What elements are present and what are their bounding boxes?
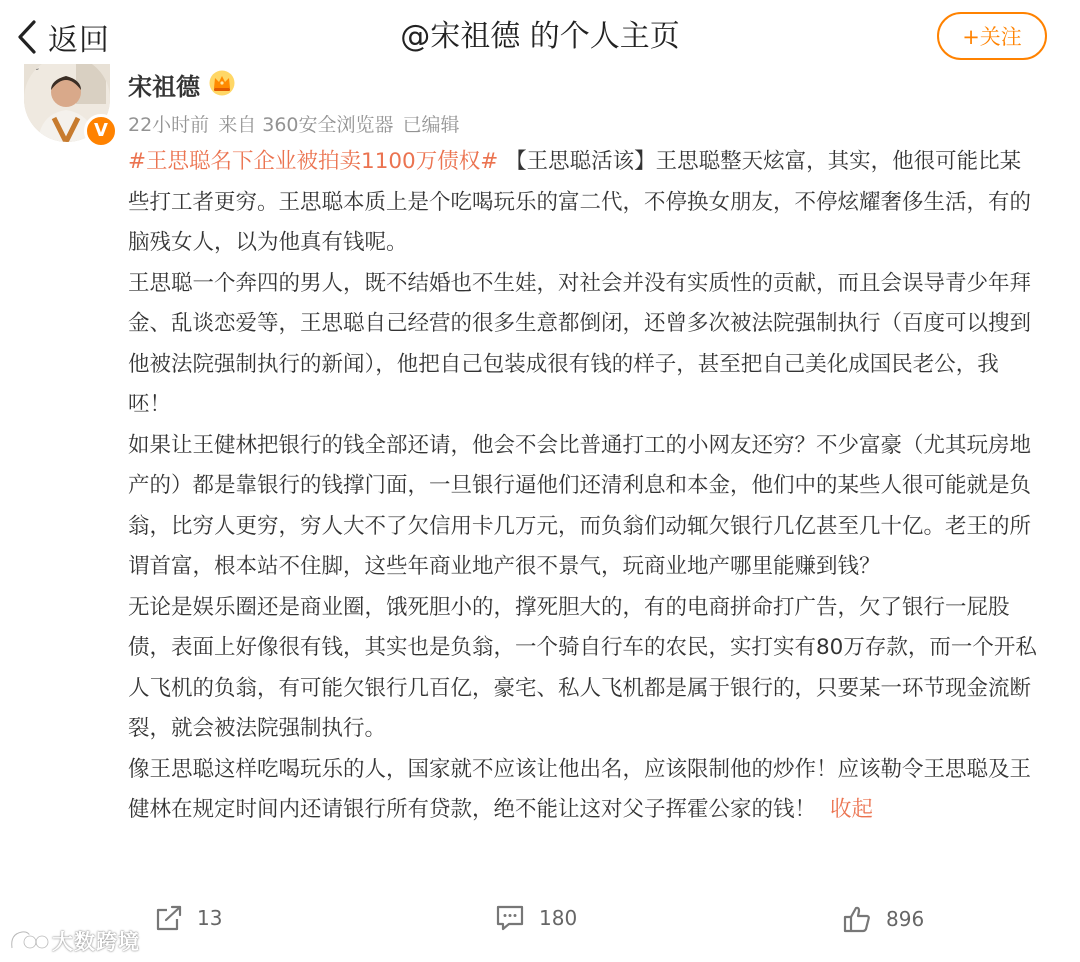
paragraph-text: 像王思聪这样吃喝玩乐的人，国家就不应该让他出名，应该限制他的炒作！应该勒令王思聪及王健林在规定时间内还请银行所有贷款，绝不能让这对父子挥霍公家的钱！ xyxy=(128,756,1032,822)
post-actions xyxy=(0,896,1080,952)
comment-button[interactable] xyxy=(495,904,577,932)
share-count: 13 xyxy=(197,906,223,930)
hashtag-link[interactable]: #王思聪名下企业被拍卖1100万债权# xyxy=(128,149,499,174)
svg-text:~: ~ xyxy=(32,65,40,75)
comment-icon xyxy=(495,904,525,932)
post-time: 22小时前 xyxy=(128,114,210,136)
comment-count: 180 xyxy=(539,906,578,930)
paragraph: 王思聪一个奔四的男人，既不结婚也不生娃，对社会并没有实质性的贡献，而且会误导青少年拜金、乱谈恋爱等，王思聪自己经营的很多生意都倒闭，还曾多次被法院强制执行（百度可以搜到他被法院强制执行的新闻），他把自己包装成很有钱的样子，甚至把自己美化成国民老公，我呸！ xyxy=(128,270,1032,417)
author-name[interactable] xyxy=(128,70,236,104)
post-edited: 已编辑 xyxy=(402,114,460,136)
watermark xyxy=(8,926,140,956)
watermark-text: 大数跨境 xyxy=(52,930,140,954)
post-meta xyxy=(128,112,460,138)
post-source: 来自 360安全浏览器 xyxy=(218,114,394,136)
back-button[interactable] xyxy=(16,14,110,60)
top-bar xyxy=(0,0,1080,72)
back-chevron-icon xyxy=(16,19,38,55)
paragraph: 如果让王健林把银行的钱全部还请，他会不会比普通打工的小网友还穷？不少富豪（尤其玩房地产的）都是靠银行的钱撑门面，一旦银行逼他们还清利息和本金，他们中的某些人很可能就是负翁，比穷人更穷，穷人大不了欠信用卡几万元，而负翁们动辄欠银行几亿甚至几十亿。老王的所谓首富，根本站不住脚，这些年商业地产很不景气，玩商业地产哪里能赚到钱？ xyxy=(128,432,1032,579)
like-count: 896 xyxy=(886,907,925,931)
like-icon xyxy=(842,904,872,934)
share-icon xyxy=(155,904,183,932)
paragraph xyxy=(128,142,1040,264)
collapse-link[interactable]: 收起 xyxy=(830,797,874,822)
follow-button[interactable]: +关注 xyxy=(937,12,1047,60)
paragraph: 无论是娱乐圈还是商业圈，饿死胆小的，撑死胆大的，有的电商拼命打广告，欠了银行一屁股债，表面上好像很有钱，其实也是负翁，一个骑自行车的农民，实打实有80万存款，而一个开私人飞机的负翁，有可能欠银行几百亿，豪宅、私人飞机都是属于银行的，只要某一环节现金流断裂，就会被法院强制执行。 xyxy=(128,594,1037,741)
crown-icon xyxy=(208,70,236,104)
page-title: @宋祖德 的个人主页 xyxy=(400,19,680,54)
paragraph xyxy=(128,750,1040,831)
back-label: 返回 xyxy=(48,23,110,58)
watermark-logo-icon xyxy=(8,926,52,956)
paragraph-text: 【王思聪活该】王思聪整天炫富，其实，他很可能比某些打工者更穷。王思聪本质上是个吃喝玩乐的富二代，不停换女朋友，不停炫耀奢侈生活，有的脑残女人，以为他真有钱呢。 xyxy=(128,149,1032,255)
author-name-text: 宋祖德 xyxy=(128,73,200,101)
share-button[interactable] xyxy=(155,904,222,932)
like-button[interactable] xyxy=(842,904,924,934)
post-body xyxy=(128,142,1040,831)
verified-icon: V xyxy=(84,114,118,148)
